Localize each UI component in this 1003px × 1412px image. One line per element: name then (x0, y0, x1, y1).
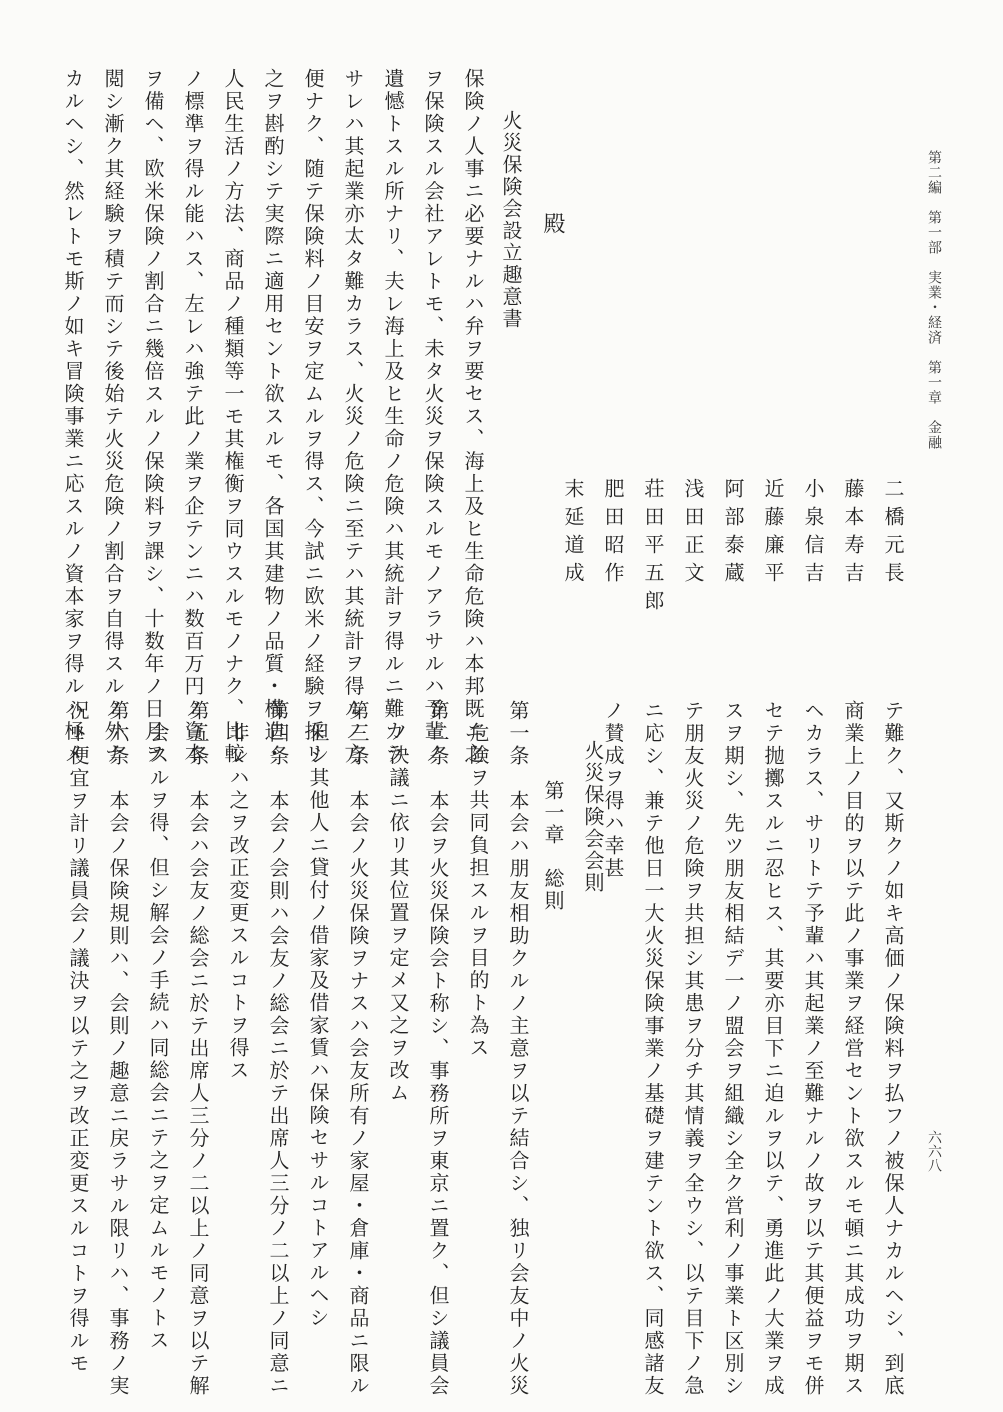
signatory-name: 近藤廉平 (761, 478, 785, 590)
prospectus-line: 商業上ノ目的ヲ以テ此ノ事業ヲ経営セント欲スルモ頓ニ其成功ヲ期ス (841, 700, 865, 1398)
prospectus-line: ニ応シ、兼テ他日一大火災保険事業ノ基礎ヲ建テント欲ス、同感諸友 (641, 700, 665, 1398)
article-line: 第六条 本会ノ保険規則ハ、会則ノ趣意ニ戻ラサル限リハ、事務ノ実 (106, 700, 130, 1398)
prospectus-title: 火災保険会設立趣意書 (499, 110, 523, 330)
prospectus-line: サレハ其起業亦太タ難カラス、火災ノ危険ニ至テハ其統計ヲ得ルノ方 (341, 68, 365, 766)
article-line: ノ決議ニ依リ其位置ヲ定メ又之ヲ改ム (386, 722, 410, 1105)
page-number: 六六八 (926, 1130, 942, 1172)
signatory-name: 藤本寿吉 (841, 478, 865, 590)
signatory-name: 荘田平五郎 (641, 478, 665, 618)
prospectus-line: ノ標準ヲ得ル能ハス、左レハ強テ此ノ業ヲ企テンニハ数百万円ノ資本 (181, 68, 205, 766)
signatory-name: 二橋元長 (881, 478, 905, 590)
prospectus-line: テ朋友火災ノ危険ヲ共担シ其患ヲ分チ其情義ヲ全ウシ、以テ目下ノ急 (681, 700, 705, 1398)
signatory-name: 阿部泰蔵 (721, 478, 745, 590)
prospectus-line: ノ賛成ヲ得ハ幸甚 (601, 700, 625, 880)
article-line: 第五条 本会ハ会友ノ総会ニ於テ出席人三分ノ二以上ノ同意ヲ以テ解 (186, 700, 210, 1398)
prospectus-line: ヘカラス、サリトテ予輩ハ其起業ノ至難ナルノ故ヲ以テ其便益ヲモ併 (801, 700, 825, 1398)
prospectus-line: スヲ期シ、先ツ朋友相結デ一ノ盟会ヲ組織シ全ク営利ノ事業ト区別シ (721, 700, 745, 1398)
article-line: 非レハ之ヲ改正変更スルコトヲ得ス (226, 722, 250, 1082)
article-line: 第四条 本会ノ会則ハ会友ノ総会ニ於テ出席人三分ノ二以上ノ同意ニ (266, 700, 290, 1398)
signatory-name: 小泉信吉 (801, 478, 825, 590)
article-line: 況ト便宜ヲ計リ議員会ノ議決ヲ以テ之ヲ改正変更スルコトヲ得ルモ (66, 700, 90, 1375)
prospectus-line: カルヘシ、然レトモ斯ノ如キ冒険事業ニ応スルノ資本家ヲ得ルハ極メ (61, 68, 85, 766)
addressee: 殿 (540, 212, 565, 234)
prospectus-line: 遺憾トスル所ナリ、夫レ海上及ヒ生命ノ危険ハ其統計ヲ得ルニ難カラ (381, 68, 405, 766)
chapter-heading: 第一章 総則 (541, 780, 565, 912)
rules-title: 火災保険会会則 (581, 740, 605, 894)
article-line: 第二条 本会ヲ火災保険会ト称シ、事務所ヲ東京ニ置ク、但シ議員会 (426, 700, 450, 1398)
prospectus-line: ヲ保険スル会社アレトモ、未タ火災ヲ保険スルモノアラサルハ予輩ノ (421, 68, 445, 766)
article-line: 但シ其他人ニ貸付ノ借家及借家賃ハ保険セサルコトアルヘシ (306, 722, 330, 1330)
article-line: 第一条 本会ハ朋友相助クルノ主意ヲ以テ結合シ、独リ会友中ノ火災 (506, 700, 530, 1398)
prospectus-line: 閲シ漸ク其経験ヲ積テ而シテ後始テ火災危険ノ割合ヲ自得スルノ外ナ (101, 68, 125, 766)
prospectus-line: 之ヲ斟酌シテ実際ニ適用セント欲スルモ、各国其建物ノ品質・構造・ (261, 68, 285, 766)
signatory-name: 末延道成 (561, 478, 585, 590)
article-line: 第三条 本会ノ火災保険ヲナスハ会友所有ノ家屋・倉庫・商品ニ限ル (346, 700, 370, 1398)
prospectus-line: 便ナク、随テ保険料ノ目安ヲ定ムルヲ得ス、今試ニ欧米ノ経験ヲ採リ (301, 68, 325, 766)
article-line: 危険ヲ共同負担スルヲ目的ト為ス (466, 722, 490, 1060)
prospectus-line: テ難ク、又斯クノ如キ高価ノ保険料ヲ払フノ被保人ナカルヘシ、到底 (881, 700, 905, 1398)
prospectus-line: セテ抛擲スルニ忍ヒス、其要亦目下ニ迫ルヲ以テ、勇進此ノ大業ヲ成 (761, 700, 785, 1398)
prospectus-line: 保険ノ人事ニ必要ナルハ弁ヲ要セス、海上及ヒ生命危険ハ本邦既ニ之 (461, 68, 485, 766)
signatory-name: 肥田昭作 (601, 478, 625, 590)
prospectus-line: ヲ備ヘ、欧米保険ノ割合ニ幾倍スルノ保険料ヲ課シ、十数年ノ日月ヲ (141, 68, 165, 766)
signatory-name: 浅田正文 (681, 478, 705, 590)
article-line: 会スルヲ得、但シ解会ノ手続ハ同総会ニテ之ヲ定ムルモノトス (146, 722, 170, 1352)
running-header: 第二編 第一部 実業・経済 第一章 金融 (926, 150, 942, 450)
prospectus-line: 人民生活ノ方法、商品ノ種類等一モ其権衡ヲ同ウスルモノナク、比較 (221, 68, 245, 766)
